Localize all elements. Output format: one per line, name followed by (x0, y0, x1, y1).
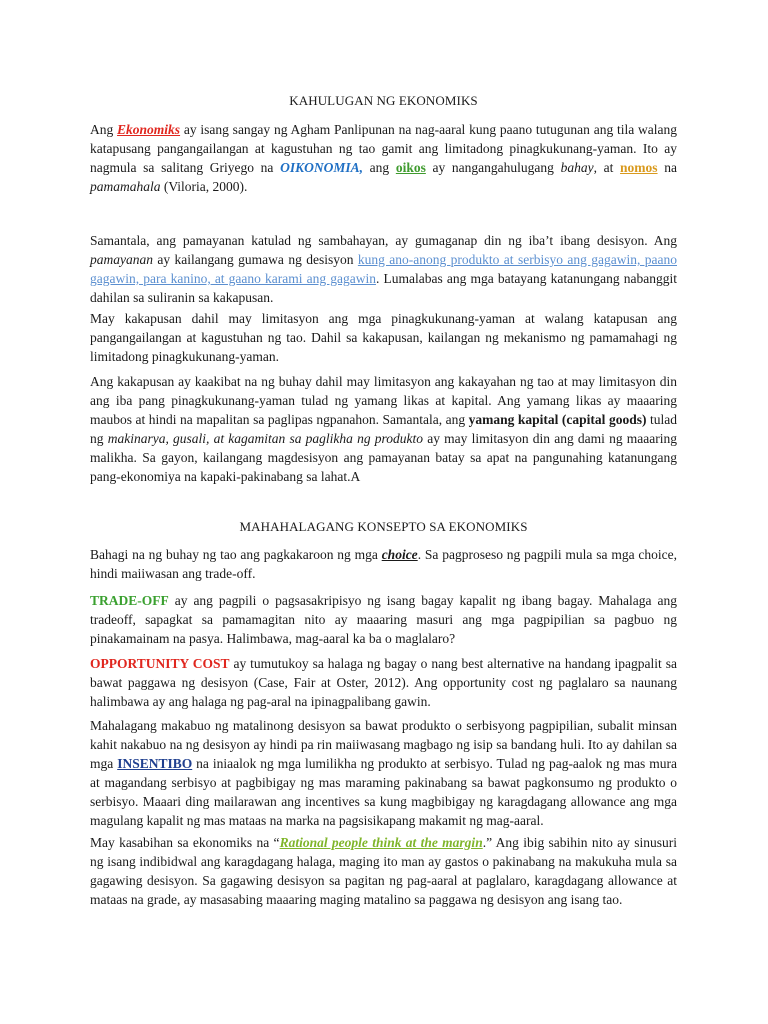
heading-kahulugan: KAHULUGAN NG EKONOMIKS (289, 93, 478, 108)
term-yamang-kapital: yamang kapital (capital goods) (468, 412, 647, 427)
paragraph-pamayanan: Samantala, ang pamayanan katulad ng sambahayan, ay gumaganap din ng iba’t ibang desisyon. Ang pamayanan ay kailangang gumawa ng desisyon kung ano-anong produkto at serbisyo ang gagawin, paano gagawin, para kanino, at gaano karami ang gagawin. Lumalabas ang mga batayang katanungang nabanggit dahilan sa suliranin sa kakapusan. (90, 233, 678, 305)
term-opportunity-cost: OPPORTUNITY COST (90, 656, 230, 671)
paragraph-choice: Bahagi na ng buhay ng tao ang pagkakaroon ng mga choice. Sa pagproseso ng pagpili mula sa mga choice, hindi maiiwasan ang trade-off. (90, 547, 677, 581)
term-rational-quote: Rational people think at the margin (279, 835, 483, 850)
paragraph-kakapusan: May kakapusan dahil may limitasyon ang mga pinagkukunang-yaman at walang katapusan ang pangangailangan at kagustuhan ng tao. Dahil sa kakapusan, kailangan ng mekanismo ng pamamahagi ng limitadong pinagkukunang-yaman. (90, 311, 677, 364)
paragraph-definition: Ang Ekonomiks ay isang sangay ng Agham Panlipunan na nag-aaral kung paano tutugunan ang tila walang katapusang pangangailangan at kagustuhan ng tao gamit ang limitadong pinagkukunang-yaman. Ito ay nagmula sa salitang Griyego na OIKONOMIA, ang oikos ay nangangahulugang bahay, at nomos na pamamahala (Viloria, 2000). (90, 122, 677, 194)
paragraph-insentibo: Mahalagang makabuo ng matalinong desisyon sa bawat produkto o serbisyong pagpipilian, subalit minsan kahit nakabuo na ng desisyon ay hindi pa rin maiiwasang magbago ng isip sa bandang huli. Ito ay dahilan sa mga INSENTIBO na iniaalok ng mga lumilikha ng produkto at serbisyo. Tulad ng pag-aalok ng mas mura at magandang serbisyo at pagbibigay ng mas maraming pakinabang sa bawat pagkonsumo ng produkto o serbisyo. Maaari ding mailarawan ang incentives sa kung magbibigay ng karagdagang allowance ang mga magulang kapalit ng mas mataas na marka na pagsisikapang makamit ng mag-aaral. (90, 718, 677, 828)
term-oikos: oikos (395, 160, 426, 175)
term-trade-off: TRADE-OFF (90, 593, 169, 608)
term-pamayanan: pamayanan (90, 252, 153, 267)
heading-konsepto: MAHAHALAGANG KONSEPTO SA EKONOMIKS (239, 519, 528, 534)
term-pamamahala: pamamahala (90, 179, 161, 194)
term-bahay: bahay (560, 160, 594, 175)
term-oikonomia: OIKONOMIA, (280, 160, 363, 175)
term-ekonomiks: Ekonomiks (117, 122, 181, 137)
term-nomos: nomos (620, 160, 658, 175)
term-insentibo: INSENTIBO (117, 756, 193, 771)
link-basic-questions[interactable]: kung ano-anong produkto at serbisyo ang gagawin, paano gagawin, para kanino, at gaano karami ang gagawin (90, 252, 677, 286)
paragraph-limitasyon: Ang kakapusan ay kaakibat na ng buhay dahil may limitasyon ang kakayahan ng tao at may limitasyon din ang iba pang pinagkukunang-yaman tulad ng yamang likas at kapital. Ang yamang likas ay maaaring maubos at hindi na mapalitan sa paglipas ngpanahon. Samantala, ang yamang kapital (capital goods) tulad ng makinarya, gusali, at kagamitan sa paglikha ng produkto ay may limitasyon din ang dami ng maaaring malikha. Sa gayon, kailangang magdesisyon ang pamayanan batay sa apat na pangunahing katanungang pang-ekonomiya na kapaki-pakinabang sa lahat.A (90, 374, 678, 484)
paragraph-trade-off: TRADE-OFF ay ang pagpili o pagsasakripisyo ng isang bagay kapalit ng ibang bagay. Mahalaga ang tradeoff, sapagkat sa pamamagitan nito ay maaaring masuri ang mga pagpipilian sa pagbuo ng pinakamainam na pasya. Halimbawa, mag-aaral ka ba o maglalaro? (90, 593, 677, 646)
paragraph-opportunity-cost: OPPORTUNITY COST ay tumutukoy sa halaga ng bagay o nang best alternative na handang ipagpalit sa bawat paggawa ng desisyon (Case, Fair at Oster, 2012). Ang opportunity cost ng paglalaro sa naunang halimbawa ay ang halaga ng pag-aral na ipinagpalibang gawin. (90, 656, 677, 709)
paragraph-rational: May kasabihan sa ekonomiks na “Rational people think at the margin.” Ang ibig sabihin nito ay sinusuri ng isang indibidwal ang karagdagang halaga, maging ito man ay gastos o pakinabang na makukuha mula sa gagawing desisyon. Sa gagawing desisyon sa pagitan ng pag-aaral at paglalaro, karagdagang allowance at mataas na grade, ay masasabing maaaring maging matalino sa paggawa ng desisyon ang isang tao. (90, 835, 677, 907)
term-makinarya: makinarya, gusali, at kagamitan sa paglikha ng produkto (107, 431, 424, 446)
term-choice: choice (381, 547, 418, 562)
